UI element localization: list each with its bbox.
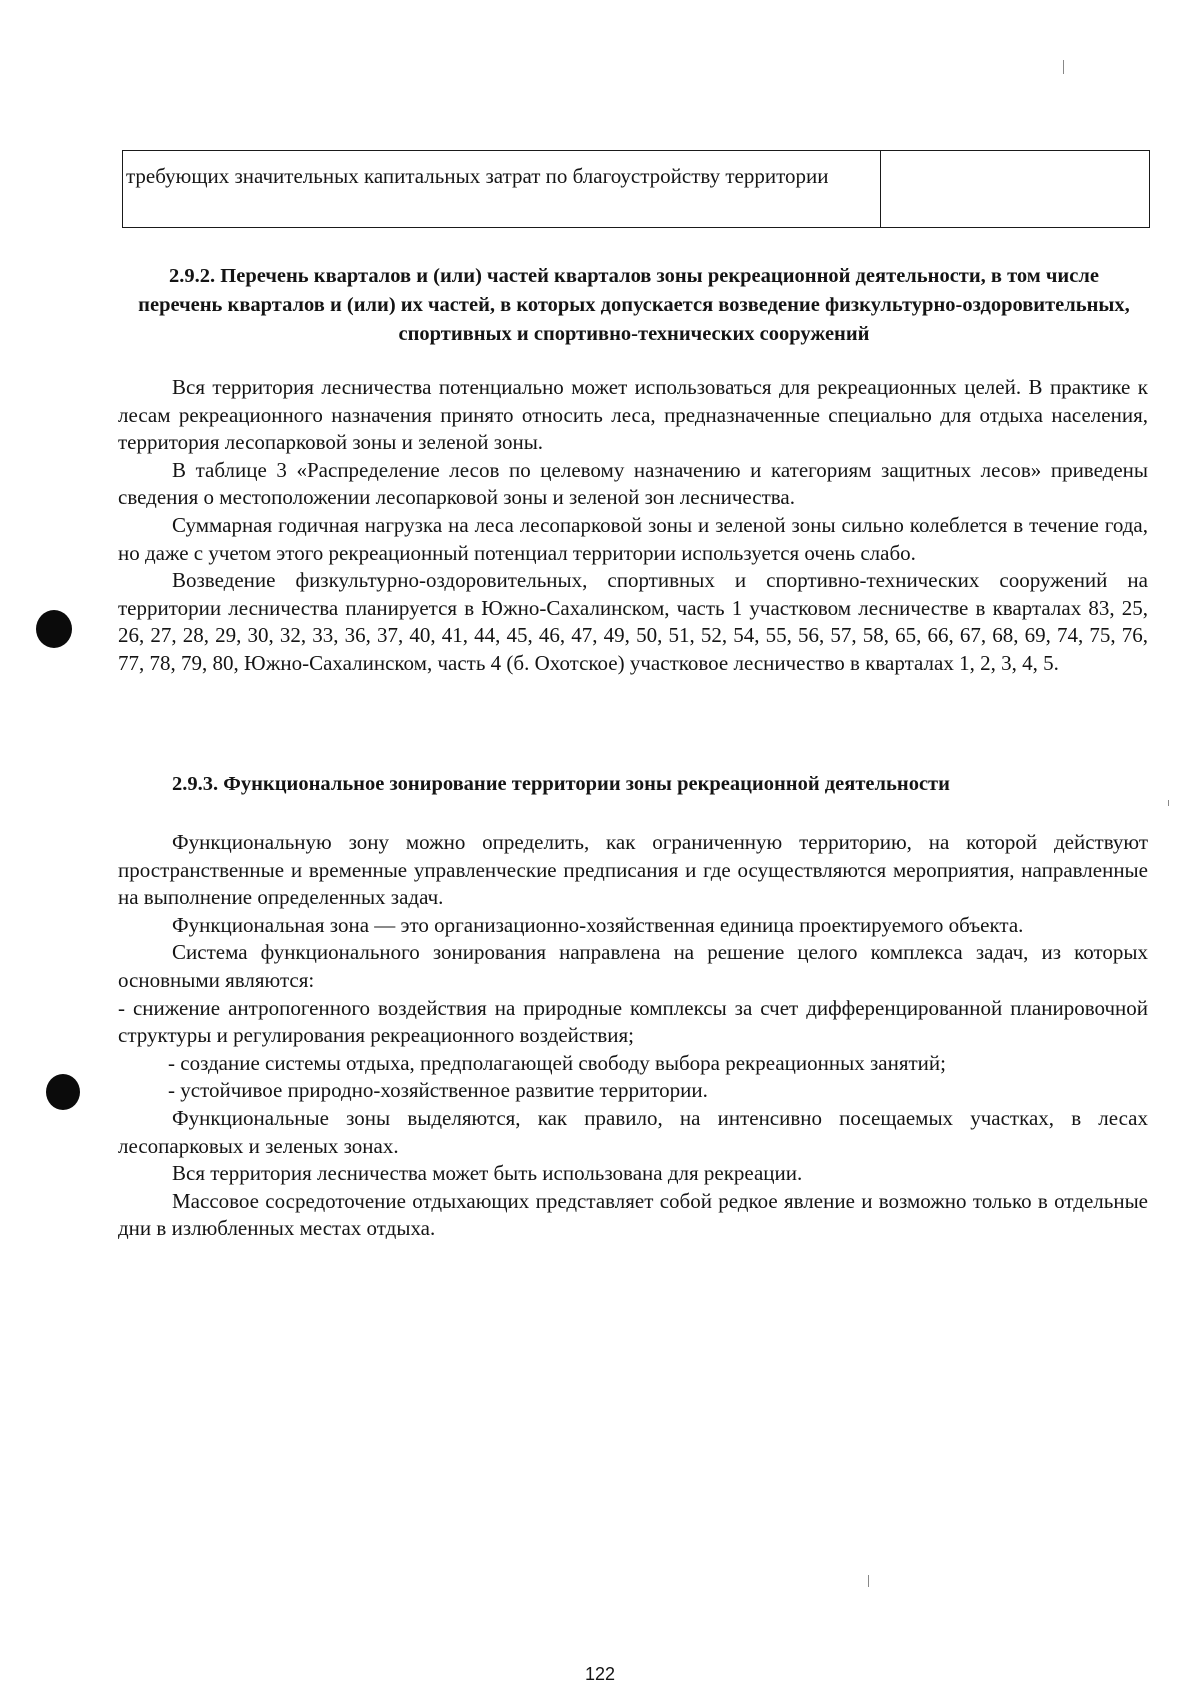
section-heading-2-9-3: 2.9.3. Функциональное зонирование территории зоны рекреационной деятельности xyxy=(172,773,950,795)
paragraph: Функциональную зону можно определить, как ограниченную территорию, на которой действуют пространственные и временные управленческие предписания и где осуществляются мероприятия, направленные на выполнение определенных задач. xyxy=(118,830,1148,910)
scan-speck xyxy=(1168,800,1169,806)
paragraph: Суммарная годичная нагрузка на леса лесопарковой зоны и зеленой зоны сильно колеблется в течение года, но даже с учетом этого рекреационный потенциал территории используется очень слабо. xyxy=(118,512,1148,565)
list-item: - снижение антропогенного воздействия на природные комплексы за счет дифференцированной планировочной структуры и регулирования рекреационного воздействия; xyxy=(118,995,1148,1048)
table-cell-description: требующих значительных капитальных затрат по благоустройству территории xyxy=(123,151,881,228)
section-heading-2-9-2: 2.9.2. Перечень кварталов и (или) частей кварталов зоны рекреационной деятельности, в том числе перечень кварталов и (или) их частей, в которых допускается возведение физкультурно-оздоровительных, спортивных и спортивно-технических сооружений xyxy=(138,265,1130,345)
paragraph: Вся территория лесничества потенциально может использоваться для рекреационных целей. В практике к лесам рекреационного назначения принято относить леса, предназначенные специально для отдыха населения, территория лесопарковой зоны и зеленой зоны. xyxy=(118,375,1148,455)
list-item: - создание системы отдыха, предполагающей свободу выбора рекреационных занятий; xyxy=(168,1050,946,1075)
list-item: - устойчивое природно-хозяйственное развитие территории. xyxy=(168,1078,708,1103)
section-body-2-9-3 xyxy=(118,829,1148,1243)
paragraph: В таблице 3 «Распределение лесов по целевому назначению и категориям защитных лесов» приведены сведения о местоположении лесопарковой зоны и зеленой зон лесничества. xyxy=(118,457,1148,510)
table-row xyxy=(123,151,1150,228)
punch-hole xyxy=(36,610,72,648)
paragraph: Массовое сосредоточение отдыхающих представляет собой редкое явление и возможно только в отдельные дни в излюбленных местах отдыха. xyxy=(118,1188,1148,1241)
punch-hole xyxy=(46,1074,80,1110)
scan-speck xyxy=(868,1575,869,1587)
page-number: 122 xyxy=(584,1664,616,1684)
paragraph: Вся территория лесничества может быть использована для рекреации. xyxy=(172,1161,803,1186)
paragraph: Система функционального зонирования направлена на решение целого комплекса задач, из которых основными являются: xyxy=(118,940,1148,992)
paragraph: Возведение физкультурно-оздоровительных, спортивных и спортивно-технических сооружений на территории лесничества планируется в Южно-Сахалинском, часть 1 участковом лесничестве в кварталах 83, 25, 26, 27, 28, 29, 30, 32, 33, 36, 37, 40, 41, 44, 45, 46, 47, 49, 50, 51, 52, 54, 55, 56, 57, 58, 65, 66, 67, 68, 69, 74, 75, 76, 77, 78, 79, 80, Южно-Сахалинском, часть 4 (б. Охотское) участковое лесничество в кварталах 1, 2, 3, 4, 5. xyxy=(118,568,1148,675)
table-cell-empty xyxy=(881,151,1150,228)
paragraph: Функциональные зоны выделяются, как правило, на интенсивно посещаемых участках, в лесах лесопарковых и зеленых зонах. xyxy=(118,1105,1148,1158)
scan-speck xyxy=(1063,60,1064,74)
section-body-2-9-2 xyxy=(118,374,1148,678)
paragraph: Функциональная зона — это организационно-хозяйственная единица проектируемого объекта. xyxy=(172,912,1024,937)
continued-table xyxy=(122,150,1150,228)
